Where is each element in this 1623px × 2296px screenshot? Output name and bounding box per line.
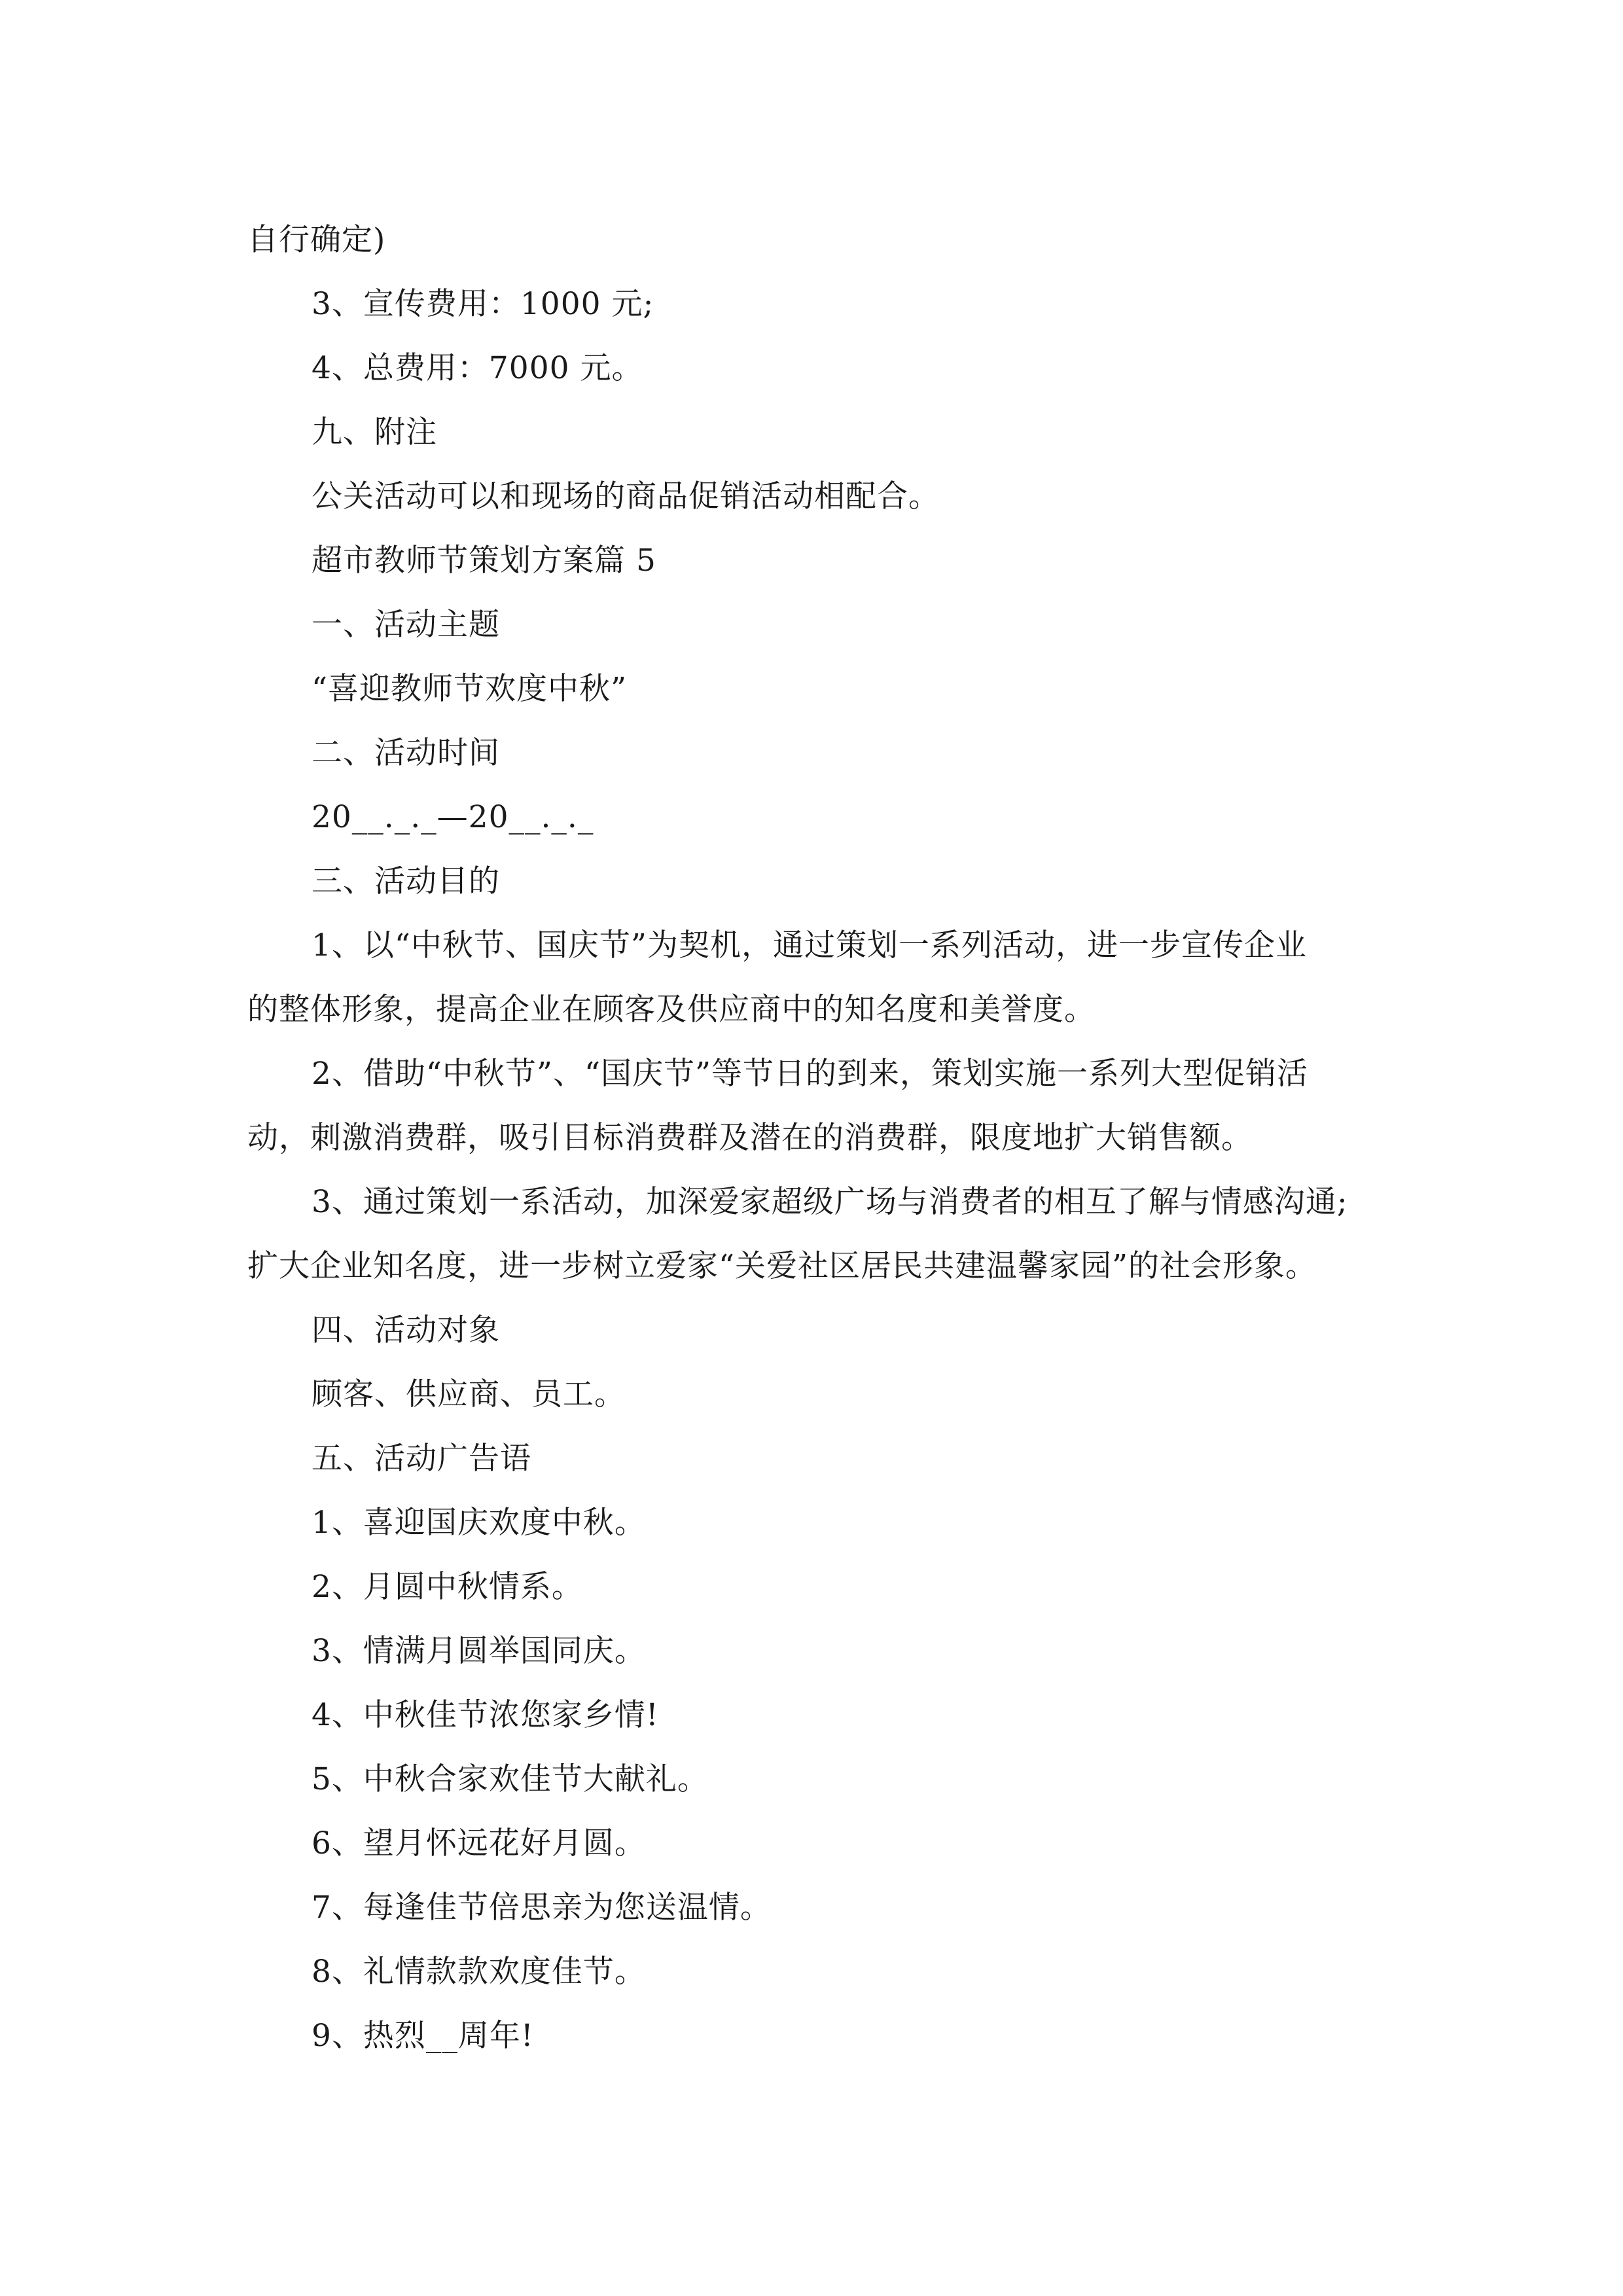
section-heading-purpose: 三、活动目的 <box>312 863 500 899</box>
section-heading-time: 二、活动时间 <box>312 735 500 771</box>
section-heading-notes: 九、附注 <box>312 414 437 450</box>
slogan-item: 2、月圆中秋情系。 <box>312 1569 583 1605</box>
purpose-item-3-line-1: 3、通过策划一系活动，加深爱家超级广场与消费者的相互了解与情感沟通; <box>312 1184 1348 1220</box>
purpose-item-2-line-1: 2、借助“中秋节”、“国庆节”等节日的到来，策划实施一系列大型促销活 <box>312 1056 1309 1092</box>
budget-item-publicity: 3、宣传费用：1000 元; <box>312 286 654 322</box>
slogan-item: 7、每逢佳节倍思亲为您送温情。 <box>312 1890 772 1926</box>
audience-text: 顾客、供应商、员工。 <box>312 1376 626 1412</box>
time-text: 20__._._—20__._._ <box>312 799 594 835</box>
purpose-item-1-line-1: 1、以“中秋节、国庆节”为契机，通过策划一系列活动，进一步宣传企业 <box>312 927 1307 963</box>
notes-paragraph: 公关活动可以和现场的商品促销活动相配合。 <box>312 478 940 514</box>
slogan-item: 9、热烈__周年! <box>312 2018 534 2054</box>
plan-title: 超市教师节策划方案篇 5 <box>312 543 656 579</box>
document-body <box>247 208 1399 2068</box>
slogan-item: 3、情满月圆举国同庆。 <box>312 1633 646 1669</box>
purpose-item-2-line-2: 动，刺激消费群，吸引目标消费群及潜在的消费群，限度地扩大销售额。 <box>247 1120 1253 1156</box>
purpose-item-1-line-2: 的整体形象，提高企业在顾客及供应商中的知名度和美誉度。 <box>247 992 1096 1028</box>
slogan-item: 6、望月怀远花好月圆。 <box>312 1825 646 1861</box>
continued-text-line: 自行确定) <box>247 222 386 258</box>
slogan-item: 4、中秋佳节浓您家乡情! <box>312 1697 659 1733</box>
slogan-item: 8、礼情款款欢度佳节。 <box>312 1954 646 1990</box>
slogan-item: 5、中秋合家欢佳节大献礼。 <box>312 1761 709 1797</box>
purpose-item-3-line-2: 扩大企业知名度，进一步树立爱家“关爱社区居民共建温馨家园”的社会形象。 <box>247 1248 1317 1284</box>
section-heading-slogans: 五、活动广告语 <box>312 1441 531 1477</box>
section-heading-audience: 四、活动对象 <box>312 1312 500 1348</box>
slogan-item: 1、喜迎国庆欢度中秋。 <box>312 1505 646 1541</box>
budget-item-total: 4、总费用：7000 元。 <box>312 350 643 386</box>
theme-text: “喜迎教师节欢度中秋” <box>312 671 628 707</box>
section-heading-theme: 一、活动主题 <box>312 607 500 643</box>
